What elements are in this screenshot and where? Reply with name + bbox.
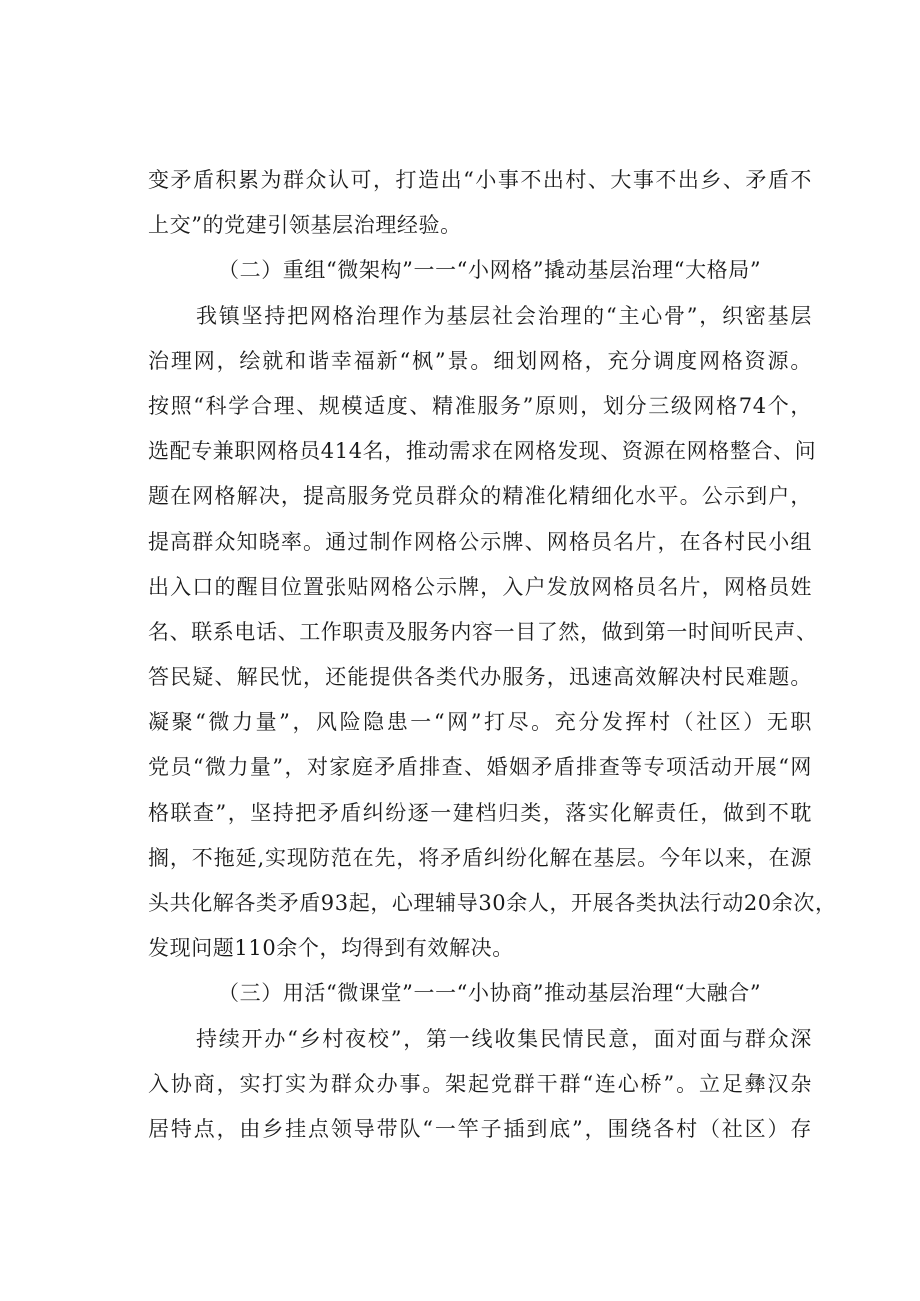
text-line: 提高群众知晓率。通过制作网格公示牌、网格员名片，在各村民小组 [148,529,812,554]
text-line: 凝聚“微力量”，风险隐患一“网”打尽。充分发挥村（社区）无职 [148,710,812,735]
text-line: 居特点，由乡挂点领导带队“一竿子插到底”，围绕各村（社区）存 [148,1116,812,1141]
text-line: 党员“微力量”，对家庭矛盾排查、婚姻矛盾排查等专项活动开展“网 [148,755,812,780]
text-line: 发现问题110余个，均得到有效解决。 [148,936,514,961]
text-line: 选配专兼职网格员414名，推动需求在网格发现、资源在网格整合、问 [148,439,817,464]
text-line: 按照“科学合理、规模适度、精准服务”原则，划分三级网格74个， [148,393,812,418]
text-line: 格联查”，坚持把矛盾纠纷逐一建档归类，落实化解责任，做到不耽 [148,800,812,825]
text-line: 入协商，实打实为群众办事。架起党群干群“连心桥”。立足彝汉杂 [148,1071,813,1096]
text-line: 变矛盾积累为群众认可，打造出“小事不出村、大事不出乡、矛盾不 [148,168,812,192]
text-line: 出入口的醒目位置张贴网格公示牌，入户发放网格员名片，网格员姓 [148,574,812,599]
paragraph-first-line: 持续开办“乡村夜校”，第一线收集民情民意，面对面与群众深 [196,1026,812,1051]
text-line: 名、联系电话、工作职责及服务内容一目了然，做到第一时间听民声、 [148,619,818,644]
text-line: 治理网，绘就和谐幸福新“枫”景。细划网格，充分调度网格资源。 [148,348,812,373]
section-heading-2: （二）重组“微架构”一一“小网格”撬动基层治理“大格局” [218,258,762,283]
text-line: 答民疑、解民忧，还能提供各类代办服务，迅速高效解决村民难题。 [148,665,812,690]
section-heading-3: （三）用活“微课堂”一一“小协商”推动基层治理“大融合” [218,981,762,1006]
text-line: 上交”的党建引领基层治理经验。 [148,213,462,238]
text-line: 头共化解各类矛盾93起，心理辅导30余人，开展各类执法行动20余次， [148,891,837,915]
document-body [148,158,837,1152]
text-line: 题在网格解决，提高服务党员群众的精准化精细化水平。公示到户， [148,484,812,509]
paragraph-first-line: 我镇坚持把网格治理作为基层社会治理的“主心骨”，织密基层 [196,303,812,328]
text-line: 搁，不拖延,实现防范在先，将矛盾纠纷化解在基层。今年以来，在源 [148,845,812,870]
